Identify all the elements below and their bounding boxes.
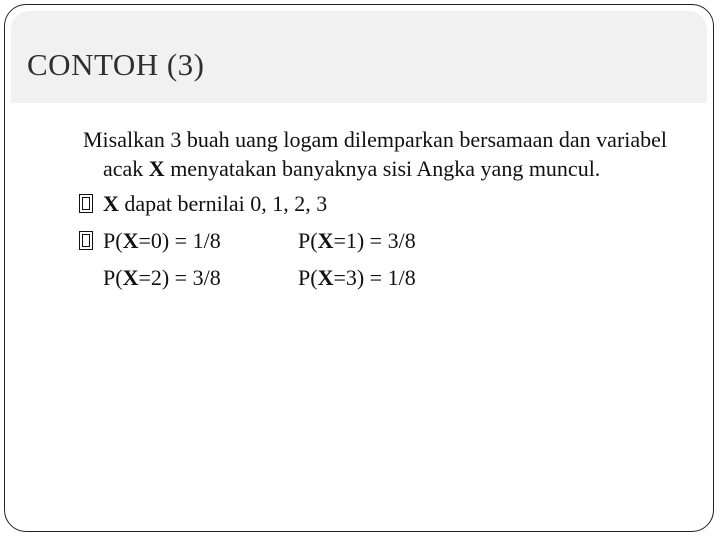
bullet-values [83, 185, 693, 222]
intro-text-a: Misalkan 3 buah uang logam dilemparkan bersamaan dan variabel acak [83, 127, 668, 181]
prob-x2-pre: P( [103, 265, 123, 290]
prob-row-1 [83, 222, 693, 259]
bullet-values-label: dapat bernilai 0, 1, 2, 3 [118, 191, 328, 216]
intro-text-b: menyatakan banyaknya sisi Angka yang muncul. [164, 156, 601, 181]
slide-body [83, 125, 693, 296]
prob-x0-var: X [122, 228, 139, 253]
prob-x1-var: X [317, 228, 334, 253]
prob-x3-pre: P( [298, 265, 318, 290]
prob-x1-pre: P( [298, 228, 318, 253]
slide [4, 4, 714, 532]
prob-x1 [298, 222, 416, 259]
prob-x1-post: =1) = 3/8 [333, 228, 416, 253]
prob-x2-var: X [122, 265, 139, 290]
missing-glyph-box-icon [79, 231, 93, 250]
bullet-variable: X [103, 191, 119, 216]
intro-paragraph [83, 125, 693, 183]
prob-x0 [83, 228, 221, 253]
bullet-values-text [83, 191, 327, 216]
intro-variable: X [148, 156, 165, 181]
missing-glyph-box-icon [79, 194, 93, 213]
prob-x2 [83, 265, 221, 290]
slide-title: CONTOH (3) [27, 47, 205, 82]
prob-x0-post: =0) = 1/8 [138, 228, 221, 253]
prob-x3-var: X [317, 265, 334, 290]
prob-x3 [298, 259, 416, 296]
prob-x2-post: =2) = 3/8 [138, 265, 221, 290]
prob-x3-post: =3) = 1/8 [333, 265, 416, 290]
prob-row-2 [83, 259, 693, 296]
prob-x0-pre: P( [103, 228, 123, 253]
